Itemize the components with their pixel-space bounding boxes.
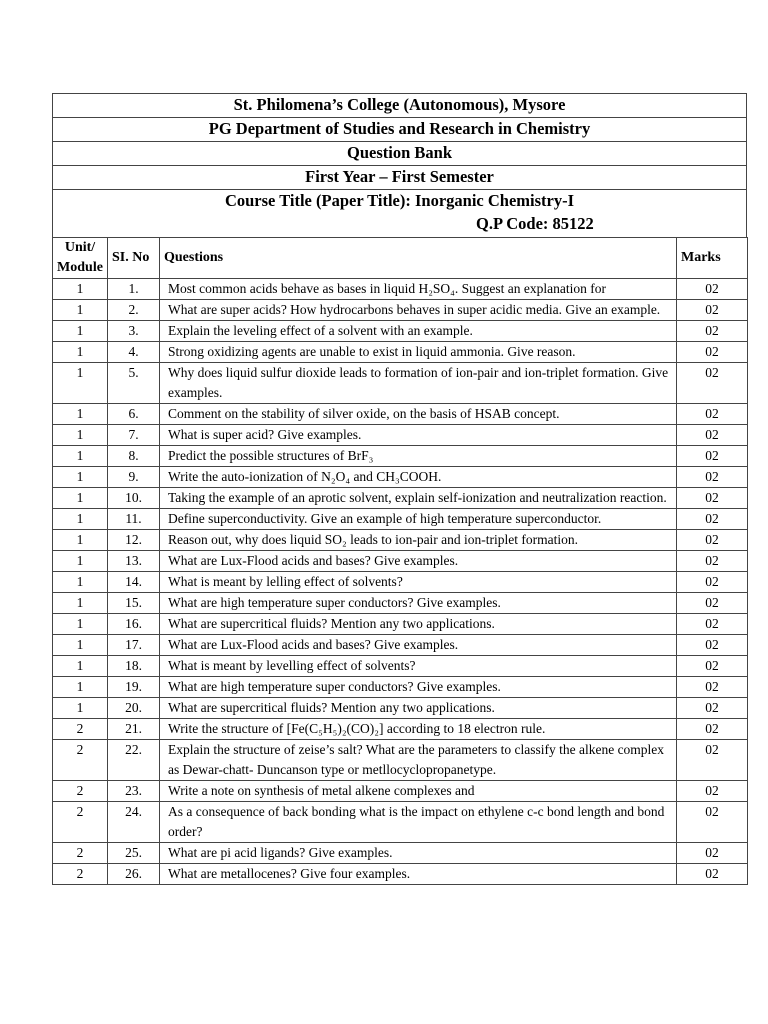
unit-cell: 1 bbox=[53, 488, 108, 509]
unit-cell: 2 bbox=[53, 802, 108, 843]
department-name: PG Department of Studies and Research in Chemistry bbox=[52, 117, 747, 141]
sl-no-cell: 2. bbox=[108, 300, 160, 321]
unit-header-line2: Module bbox=[57, 260, 103, 275]
questions-table bbox=[52, 237, 748, 885]
table-row bbox=[53, 300, 748, 321]
sl-no-cell: 21. bbox=[108, 719, 160, 740]
table-row bbox=[53, 614, 748, 635]
sl-no-cell: 26. bbox=[108, 864, 160, 885]
marks-cell: 02 bbox=[677, 698, 748, 719]
marks-cell: 02 bbox=[677, 300, 748, 321]
unit-header-line1: Unit/ bbox=[64, 240, 96, 255]
question-cell: Most common acids behave as bases in liquid H₂SO₄. Suggest an explanation for bbox=[160, 279, 677, 300]
sl-no-cell: 6. bbox=[108, 404, 160, 425]
question-cell: What is super acid? Give examples. bbox=[160, 425, 677, 446]
marks-cell: 02 bbox=[677, 425, 748, 446]
marks-cell: 02 bbox=[677, 864, 748, 885]
question-cell: What are super acids? How hydrocarbons behaves in super acidic media. Give an example. bbox=[160, 300, 677, 321]
sl-no-cell: 20. bbox=[108, 698, 160, 719]
question-cell: What are pi acid ligands? Give examples. bbox=[160, 843, 677, 864]
table-row bbox=[53, 740, 748, 781]
unit-cell: 2 bbox=[53, 781, 108, 802]
table-row bbox=[53, 467, 748, 488]
marks-cell: 02 bbox=[677, 593, 748, 614]
semester-label: First Year – First Semester bbox=[52, 165, 747, 189]
sl-no-cell: 17. bbox=[108, 635, 160, 656]
sl-no-cell: 4. bbox=[108, 342, 160, 363]
marks-cell: 02 bbox=[677, 530, 748, 551]
marks-header: Marks bbox=[677, 238, 748, 279]
unit-cell: 1 bbox=[53, 342, 108, 363]
question-cell: Write the auto-ionization of N₂O₄ and CH₃COOH. bbox=[160, 467, 677, 488]
question-cell: Why does liquid sulfur dioxide leads to formation of ion-pair and ion-triplet formation. Give examples. bbox=[160, 363, 677, 404]
marks-cell: 02 bbox=[677, 488, 748, 509]
question-cell: Taking the example of an aprotic solvent, explain self-ionization and neutralization reaction. bbox=[160, 488, 677, 509]
unit-cell: 1 bbox=[53, 551, 108, 572]
question-cell: Reason out, why does liquid SO₂ leads to ion-pair and ion-triplet formation. bbox=[160, 530, 677, 551]
unit-cell: 1 bbox=[53, 321, 108, 342]
unit-cell: 1 bbox=[53, 593, 108, 614]
marks-cell: 02 bbox=[677, 446, 748, 467]
marks-cell: 02 bbox=[677, 802, 748, 843]
sl-no-header: SI. No bbox=[108, 238, 160, 279]
table-header-row bbox=[53, 238, 748, 279]
marks-cell: 02 bbox=[677, 572, 748, 593]
qp-code: Q.P Code: 85122 bbox=[476, 214, 594, 233]
unit-cell: 2 bbox=[53, 719, 108, 740]
sl-no-cell: 18. bbox=[108, 656, 160, 677]
unit-cell: 1 bbox=[53, 656, 108, 677]
sl-no-cell: 25. bbox=[108, 843, 160, 864]
unit-cell: 1 bbox=[53, 614, 108, 635]
marks-cell: 02 bbox=[677, 363, 748, 404]
question-cell: As a consequence of back bonding what is the impact on ethylene c-c bond length and bond order? bbox=[160, 802, 677, 843]
question-cell: Comment on the stability of silver oxide, on the basis of HSAB concept. bbox=[160, 404, 677, 425]
questions-header: Questions bbox=[160, 238, 677, 279]
table-row bbox=[53, 719, 748, 740]
table-row bbox=[53, 698, 748, 719]
document-type: Question Bank bbox=[52, 141, 747, 165]
question-bank-sheet bbox=[52, 93, 747, 885]
sl-no-cell: 1. bbox=[108, 279, 160, 300]
sl-no-cell: 22. bbox=[108, 740, 160, 781]
unit-cell: 1 bbox=[53, 635, 108, 656]
sl-no-cell: 15. bbox=[108, 593, 160, 614]
sl-no-cell: 11. bbox=[108, 509, 160, 530]
question-cell: What are Lux-Flood acids and bases? Give examples. bbox=[160, 635, 677, 656]
table-row bbox=[53, 279, 748, 300]
question-cell: Define superconductivity. Give an example of high temperature superconductor. bbox=[160, 509, 677, 530]
unit-cell: 1 bbox=[53, 425, 108, 446]
question-cell: What are high temperature super conductors? Give examples. bbox=[160, 593, 677, 614]
marks-cell: 02 bbox=[677, 677, 748, 698]
question-cell: Predict the possible structures of BrF₃ bbox=[160, 446, 677, 467]
unit-module-header bbox=[53, 238, 108, 279]
table-row bbox=[53, 593, 748, 614]
unit-cell: 1 bbox=[53, 572, 108, 593]
question-cell: Strong oxidizing agents are unable to exist in liquid ammonia. Give reason. bbox=[160, 342, 677, 363]
sl-no-cell: 7. bbox=[108, 425, 160, 446]
sl-no-cell: 5. bbox=[108, 363, 160, 404]
marks-cell: 02 bbox=[677, 279, 748, 300]
table-row bbox=[53, 530, 748, 551]
sl-no-cell: 3. bbox=[108, 321, 160, 342]
table-row bbox=[53, 404, 748, 425]
table-row bbox=[53, 656, 748, 677]
sl-no-cell: 24. bbox=[108, 802, 160, 843]
marks-cell: 02 bbox=[677, 614, 748, 635]
marks-cell: 02 bbox=[677, 404, 748, 425]
unit-cell: 1 bbox=[53, 530, 108, 551]
marks-cell: 02 bbox=[677, 467, 748, 488]
table-row bbox=[53, 572, 748, 593]
sl-no-cell: 13. bbox=[108, 551, 160, 572]
unit-cell: 2 bbox=[53, 864, 108, 885]
table-row bbox=[53, 488, 748, 509]
table-row bbox=[53, 363, 748, 404]
sl-no-cell: 14. bbox=[108, 572, 160, 593]
table-row bbox=[53, 781, 748, 802]
sl-no-cell: 19. bbox=[108, 677, 160, 698]
sl-no-cell: 16. bbox=[108, 614, 160, 635]
marks-cell: 02 bbox=[677, 342, 748, 363]
question-cell: What is meant by lelling effect of solvents? bbox=[160, 572, 677, 593]
table-row bbox=[53, 446, 748, 467]
question-cell: What is meant by levelling effect of solvents? bbox=[160, 656, 677, 677]
sl-no-cell: 8. bbox=[108, 446, 160, 467]
sl-no-cell: 10. bbox=[108, 488, 160, 509]
table-row bbox=[53, 843, 748, 864]
question-cell: Write a note on synthesis of metal alkene complexes and bbox=[160, 781, 677, 802]
question-cell: What are Lux-Flood acids and bases? Give examples. bbox=[160, 551, 677, 572]
unit-cell: 1 bbox=[53, 300, 108, 321]
marks-cell: 02 bbox=[677, 843, 748, 864]
sl-no-cell: 9. bbox=[108, 467, 160, 488]
question-cell: Write the structure of [Fe(C₅H₅)₂(CO)₂] according to 18 electron rule. bbox=[160, 719, 677, 740]
marks-cell: 02 bbox=[677, 719, 748, 740]
unit-cell: 1 bbox=[53, 404, 108, 425]
unit-cell: 2 bbox=[53, 843, 108, 864]
marks-cell: 02 bbox=[677, 551, 748, 572]
table-row bbox=[53, 677, 748, 698]
course-title: Course Title (Paper Title): Inorganic Chemistry-I bbox=[224, 191, 575, 210]
table-row bbox=[53, 864, 748, 885]
unit-cell: 1 bbox=[53, 363, 108, 404]
unit-cell: 1 bbox=[53, 279, 108, 300]
table-row bbox=[53, 425, 748, 446]
unit-cell: 1 bbox=[53, 467, 108, 488]
marks-cell: 02 bbox=[677, 635, 748, 656]
marks-cell: 02 bbox=[677, 781, 748, 802]
sl-no-cell: 12. bbox=[108, 530, 160, 551]
unit-cell: 2 bbox=[53, 740, 108, 781]
table-row bbox=[53, 635, 748, 656]
question-cell: What are metallocenes? Give four examples. bbox=[160, 864, 677, 885]
table-row bbox=[53, 321, 748, 342]
unit-cell: 1 bbox=[53, 677, 108, 698]
unit-cell: 1 bbox=[53, 446, 108, 467]
table-row bbox=[53, 551, 748, 572]
college-name: St. Philomena’s College (Autonomous), Mysore bbox=[52, 93, 747, 117]
table-row bbox=[53, 802, 748, 843]
course-block bbox=[52, 189, 747, 237]
marks-cell: 02 bbox=[677, 509, 748, 530]
marks-cell: 02 bbox=[677, 321, 748, 342]
question-cell: What are supercritical fluids? Mention any two applications. bbox=[160, 698, 677, 719]
table-row bbox=[53, 342, 748, 363]
marks-cell: 02 bbox=[677, 740, 748, 781]
unit-cell: 1 bbox=[53, 698, 108, 719]
question-cell: Explain the leveling effect of a solvent with an example. bbox=[160, 321, 677, 342]
marks-cell: 02 bbox=[677, 656, 748, 677]
question-cell: Explain the structure of zeise’s salt? What are the parameters to classify the alkene complex as Dewar-chatt- Duncanson type or metllocyclopropanetype. bbox=[160, 740, 677, 781]
question-cell: What are supercritical fluids? Mention any two applications. bbox=[160, 614, 677, 635]
table-row bbox=[53, 509, 748, 530]
unit-cell: 1 bbox=[53, 509, 108, 530]
sl-no-cell: 23. bbox=[108, 781, 160, 802]
question-cell: What are high temperature super conductors? Give examples. bbox=[160, 677, 677, 698]
